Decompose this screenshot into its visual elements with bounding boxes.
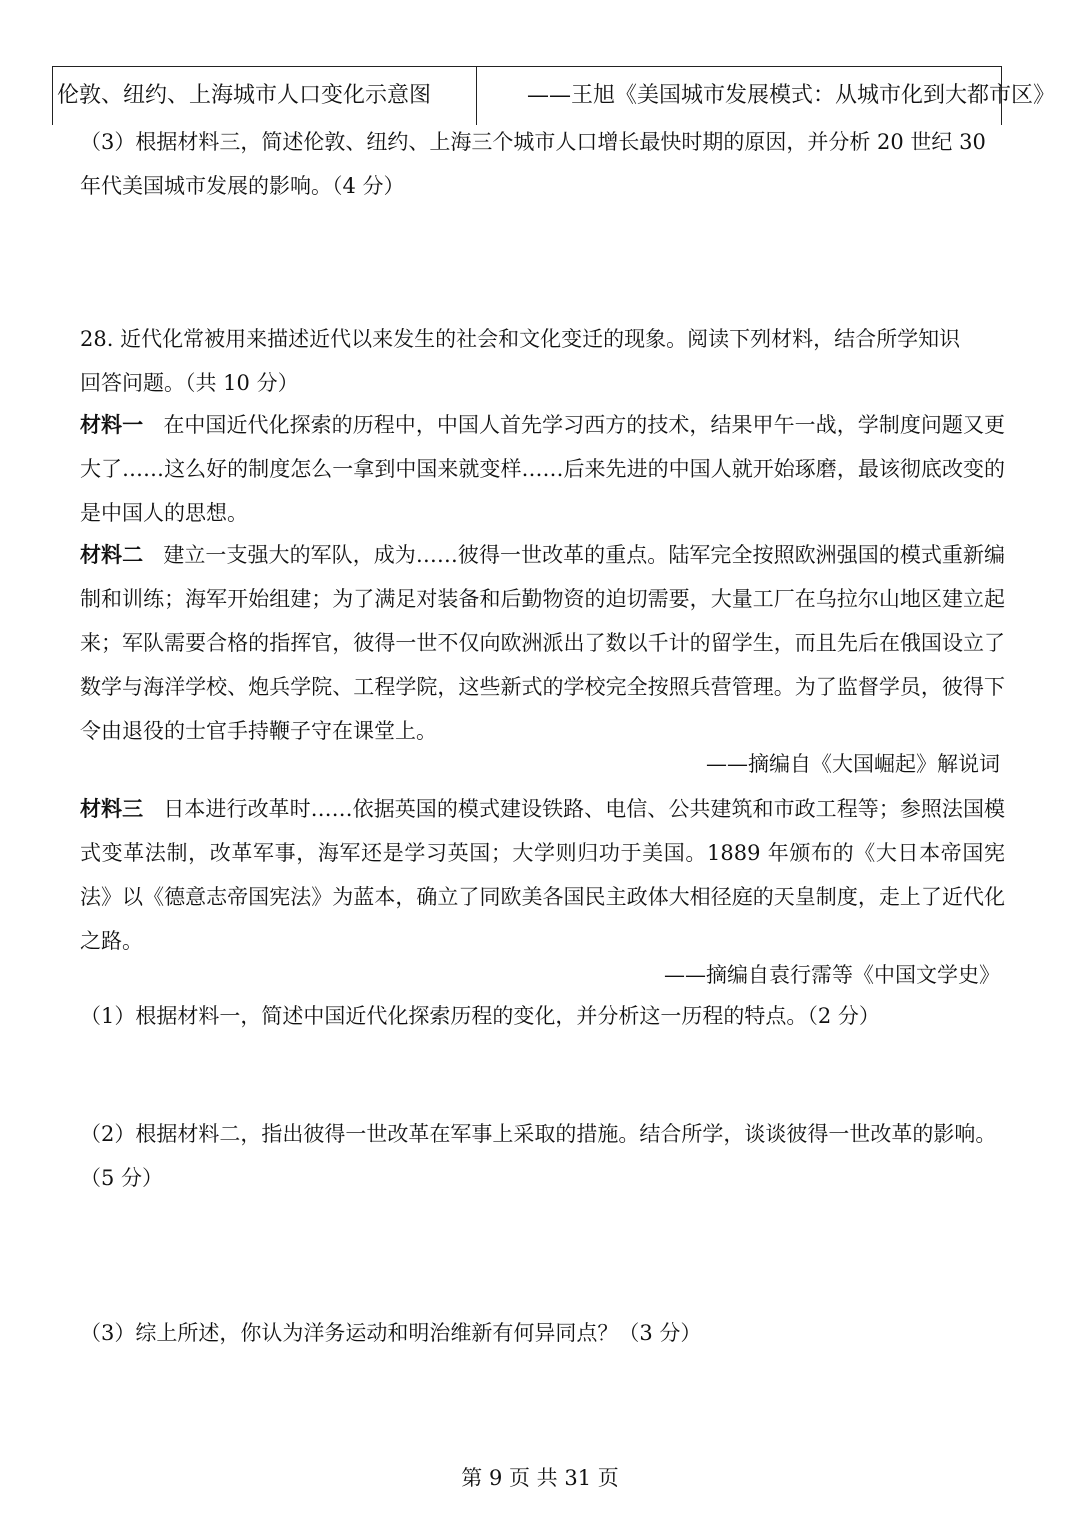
- q28-sub2-line1: （2）根据材料二，指出彼得一世改革在军事上采取的措施。结合所学，谈谈彼得一世改革的影响。: [80, 1122, 997, 1146]
- material-two-source: ——摘编自《大国崛起》解说词: [706, 752, 1000, 776]
- material-two-label: 材料二: [80, 542, 144, 567]
- page-number: 第 9 页 共 31 页: [461, 1466, 619, 1490]
- material-one: [80, 403, 1005, 535]
- material-three-source: ——摘编自袁行霈等《中国文学史》: [664, 963, 1000, 987]
- source-table: [52, 66, 1056, 127]
- table-cell-source: ——王旭《美国城市发展模式：从城市化到大都市区》: [476, 67, 1002, 125]
- q28-sub1: （1）根据材料一，简述中国近代化探索历程的变化，并分析这一历程的特点。（2 分）: [80, 1004, 880, 1028]
- q27-3-line1: （3）根据材料三，简述伦敦、纽约、上海三个城市人口增长最快时期的原因，并分析 20 世纪 30: [80, 130, 986, 154]
- material-one-label: 材料一: [80, 412, 144, 437]
- material-three-label: 材料三: [80, 796, 144, 821]
- material-two: [80, 533, 1005, 753]
- table-row: [52, 67, 1056, 125]
- material-three-text: 日本进行改革时……依据英国的模式建设铁路、电信、公共建筑和市政工程等；参照法国模式变革法制，改革军事，海军还是学习英国；大学则归功于美国。1889 年颁布的《大日本帝国宪法》以《德意志帝国宪法》为蓝本，确立了同欧美各国民主政体大相径庭的天皇制度，走上了近代化之路。: [80, 797, 1006, 953]
- table-cell-caption: 伦敦、纽约、上海城市人口变化示意图: [52, 67, 476, 125]
- material-three: [80, 787, 1005, 963]
- material-two-text: 建立一支强大的军队，成为……彼得一世改革的重点。陆军完全按照欧洲强国的模式重新编制和训练；海军开始组建；为了满足对装备和后勤物资的迫切需要，大量工厂在乌拉尔山地区建立起来；军队需要合格的指挥官，彼得一世不仅向欧洲派出了数以千计的留学生，而且先后在俄国设立了数学与海洋学校、炮兵学院、工程学院，这些新式的学校完全按照兵营管理。为了监督学员，彼得下令由退役的士官手持鞭子守在课堂上。: [80, 543, 1006, 743]
- q28-intro-line1: 28. 近代化常被用来描述近代以来发生的社会和文化变迁的现象。阅读下列材料，结合所学知识: [80, 327, 961, 351]
- q28-sub3: （3）综上所述，你认为洋务运动和明治维新有何异同点？（3 分）: [80, 1321, 702, 1345]
- q28-intro-line2: 回答问题。（共 10 分）: [80, 371, 299, 395]
- q27-3-line2: 年代美国城市发展的影响。（4 分）: [80, 174, 405, 198]
- material-one-text: 在中国近代化探索的历程中，中国人首先学习西方的技术，结果甲午一战，学制度问题又更大了……这么好的制度怎么一拿到中国来就变样……后来先进的中国人就开始琢磨，最该彻底改变的是中国人的思想。: [80, 413, 1006, 525]
- q28-sub2-line2: （5 分）: [80, 1166, 164, 1190]
